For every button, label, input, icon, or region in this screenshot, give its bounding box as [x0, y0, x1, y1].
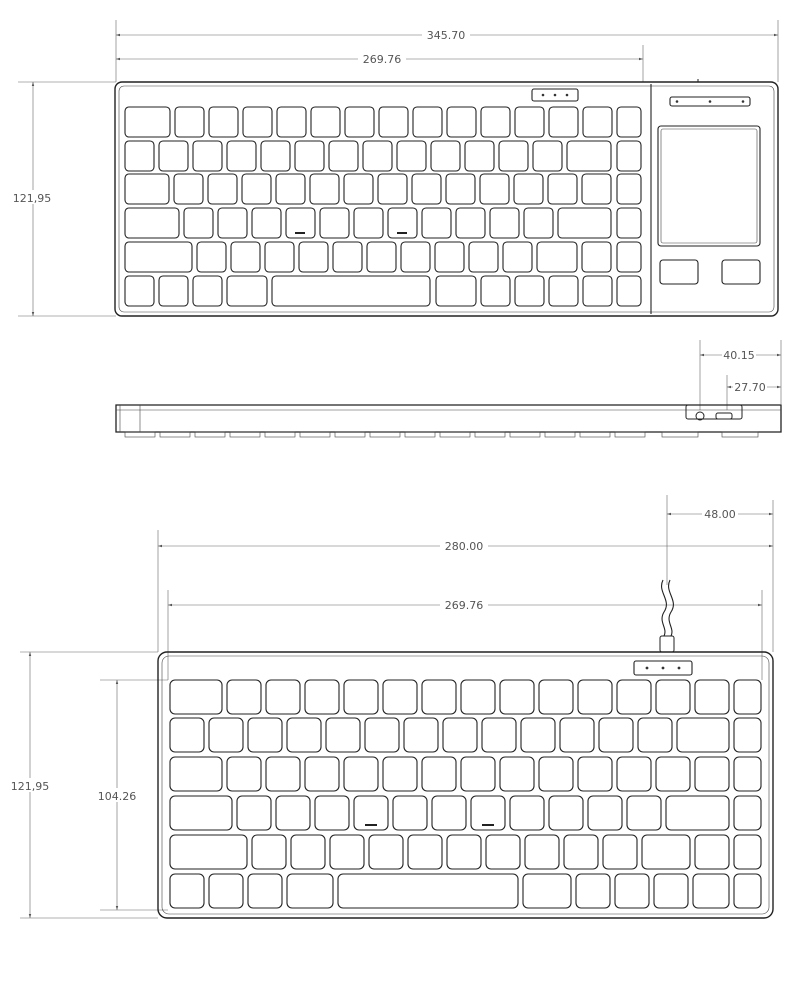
dim-height: 121,95: [12, 192, 52, 205]
touchpad-left-button: [660, 260, 698, 284]
usb-port: [716, 413, 732, 419]
top-view: [12, 20, 778, 316]
dim-side-inner: 27.70: [734, 381, 766, 394]
compact-view: [9, 495, 773, 918]
dim-key-area-width: 269.76: [362, 53, 402, 66]
touchpad: [658, 126, 760, 246]
side-key-feet: [125, 432, 758, 437]
compact-view-keys: [170, 680, 761, 908]
usb-cable: [662, 580, 674, 636]
top-view-keys: [125, 107, 641, 306]
dim-cable-offset: 48.00: [704, 508, 736, 521]
dim-compact-key-width: 269.76: [444, 599, 484, 612]
dim-side-outer: 40.15: [723, 349, 755, 362]
dim-overall-width: 345.70: [426, 29, 466, 42]
dim-compact-height: 121,95: [10, 780, 50, 793]
side-view: [116, 340, 781, 437]
dim-compact-width: 280.00: [444, 540, 484, 553]
side-profile: [116, 405, 781, 432]
dim-compact-key-height: 104.26: [97, 790, 137, 803]
touchpad-right-button: [722, 260, 760, 284]
